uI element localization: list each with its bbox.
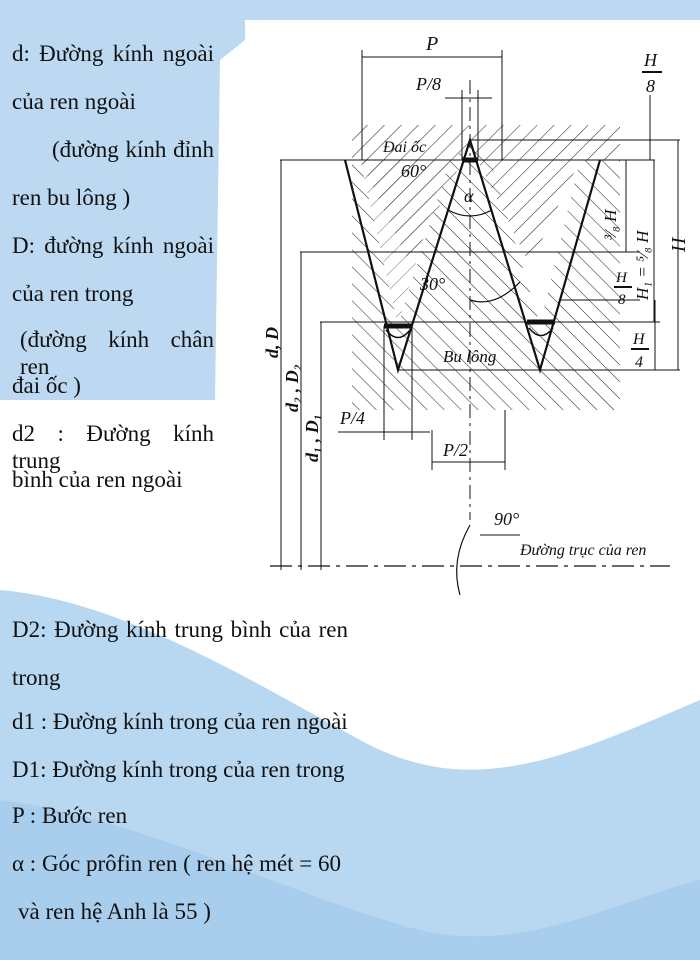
- label-dai-oc: Đai ốc: [383, 139, 427, 156]
- text-P: P : Bước ren: [12, 803, 128, 828]
- text-D-line1: D: đường kính ngoài: [12, 233, 214, 258]
- label-H1: H₁ = ⁵⁄₈ H: [633, 230, 652, 300]
- label-H4-num: H: [633, 331, 645, 348]
- text-d2-line1: d2 : Đường kính trung: [12, 421, 214, 473]
- text-d-line2: của ren ngoài: [12, 89, 136, 114]
- text-D1: D1: Đường kính trong của ren trong: [12, 757, 345, 782]
- label-three-eighths-H: ³⁄₈ H: [601, 209, 620, 240]
- label-H4-den: 4: [635, 354, 643, 371]
- label-P4: P/4: [340, 408, 365, 428]
- text-d2-line2: bình của ren ngoài: [12, 467, 183, 492]
- label-P: P: [426, 33, 439, 55]
- text-alpha-line2: và ren hệ Anh là 55 ): [18, 899, 211, 924]
- label-d2D2: d₂ , D₂: [282, 363, 302, 412]
- text-d1: d1 : Đường kính trong của ren ngoài: [12, 709, 348, 734]
- text-D-line2: của ren trong: [12, 281, 134, 306]
- text-d-line1: d: Đường kính ngoài: [12, 41, 214, 66]
- label-H: H: [668, 237, 690, 252]
- label-30: 30°: [420, 274, 446, 294]
- label-60: 60°: [401, 161, 427, 181]
- text-D2-line1: D2: Đường kính trung bình của ren: [12, 617, 348, 642]
- label-d1D1: d₁ , D₁: [302, 413, 322, 462]
- text-D-line3: (đường kính chân ren: [20, 327, 214, 379]
- label-H-top-num: H: [644, 50, 657, 70]
- label-90: 90°: [494, 509, 520, 529]
- text-d-line4: ren bu lông ): [12, 185, 131, 210]
- text-d-line3: (đường kính đỉnh: [52, 137, 214, 162]
- label-H8-num: H: [616, 270, 627, 286]
- label-P2: P/2: [443, 440, 468, 460]
- label-P8: P/8: [416, 74, 441, 94]
- text-alpha-line1: α : Góc prôfin ren ( ren hệ mét = 60: [12, 851, 342, 876]
- text-D2-line2: trong: [12, 665, 61, 690]
- label-H8-den: 8: [618, 292, 626, 308]
- label-H-top-den: 8: [646, 76, 655, 96]
- label-bu-long: Bu lông: [443, 347, 497, 366]
- label-dD: d, D: [262, 327, 282, 358]
- label-alpha: α: [464, 186, 474, 206]
- text-D-line4: đai ốc ): [12, 373, 81, 398]
- label-axis: Đường trục của ren: [520, 542, 647, 559]
